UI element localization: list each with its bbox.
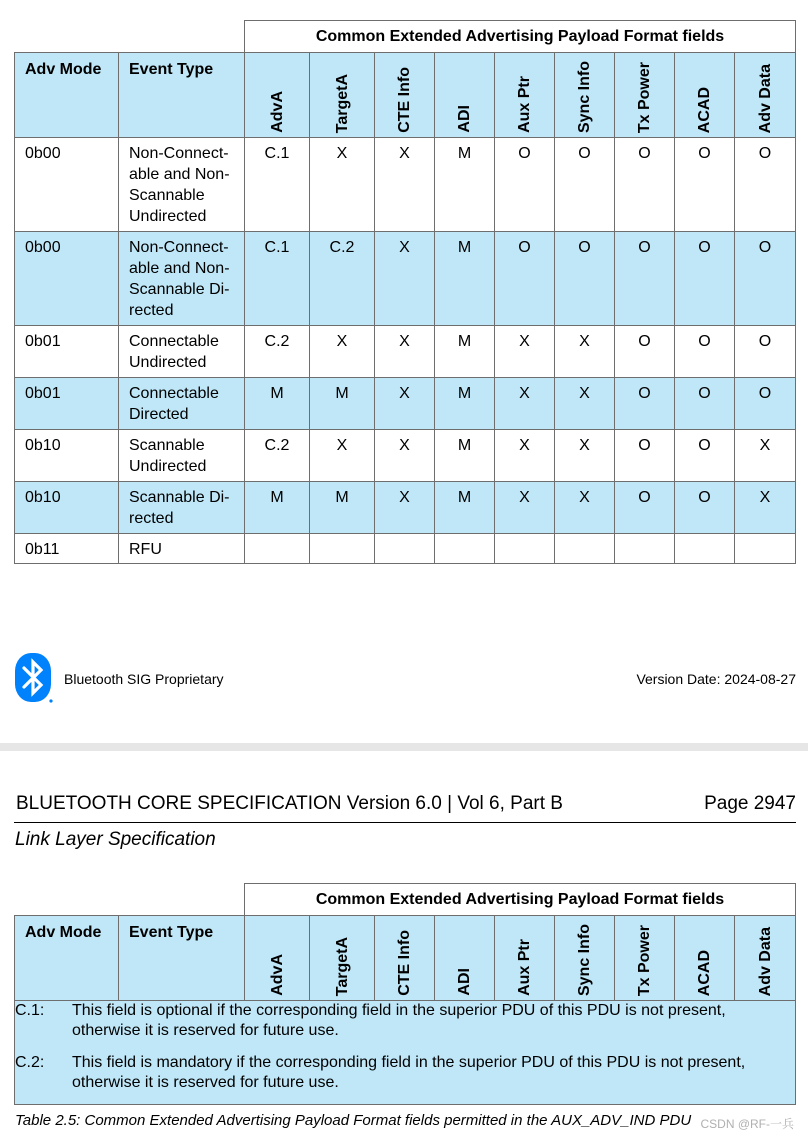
col-header-field: TargetA xyxy=(310,916,375,1001)
note-tag: C.1: xyxy=(15,1002,45,1019)
cell-field-value: O xyxy=(675,378,735,430)
cell-field-value: M xyxy=(435,138,495,232)
page-number: Page 2947 xyxy=(704,793,796,814)
cell-field-value: O xyxy=(615,232,675,326)
cell-field-value: C.2 xyxy=(310,232,375,326)
cell-field-value: M xyxy=(245,482,310,534)
cell-field-value: X xyxy=(375,326,435,378)
cell-field-value: O xyxy=(615,482,675,534)
col-header-field: Sync Info xyxy=(555,53,615,138)
note-c1 xyxy=(15,1001,795,1041)
cell-field-value: O xyxy=(735,138,796,232)
cell-field-value: O xyxy=(615,326,675,378)
table-row xyxy=(15,534,796,564)
cell-field-value: X xyxy=(495,430,555,482)
col-header-field: AdvA xyxy=(245,916,310,1001)
cell-field-value: M xyxy=(310,378,375,430)
col-header-field: CTE Info xyxy=(375,53,435,138)
cell-field-value: M xyxy=(310,482,375,534)
table-row xyxy=(15,430,796,482)
cell-field-value: M xyxy=(435,378,495,430)
page-footer xyxy=(14,652,796,704)
cell-field-value: C.2 xyxy=(245,430,310,482)
note-c2 xyxy=(15,1053,795,1093)
page-subtitle: Link Layer Specification xyxy=(15,829,216,850)
cell-field-value: O xyxy=(555,138,615,232)
spec-title: BLUETOOTH CORE SPECIFICATION Version 6.0 | Vol 6, Part B xyxy=(16,793,563,814)
notes-row xyxy=(15,1001,796,1105)
cell-field-value: O xyxy=(675,430,735,482)
cell-field-value: X xyxy=(375,232,435,326)
note-text: This field is mandatory if the corresponding field in the superior PDU of this PDU is not present, otherwise it is reserved for future use. xyxy=(72,1054,746,1091)
col-header-field: ADI xyxy=(435,916,495,1001)
cell-field-value: M xyxy=(435,430,495,482)
col-header-event-type: Event Type xyxy=(119,53,245,138)
table-caption: Table 2.5: Common Extended Advertising Payload Format fields permitted in the AUX_ADV_IND PDU xyxy=(15,1112,692,1129)
cell-field-value: O xyxy=(735,326,796,378)
col-header-field: ADI xyxy=(435,53,495,138)
col-header-field: Aux Ptr xyxy=(495,53,555,138)
bluetooth-logo-icon xyxy=(14,652,54,704)
cell-field-value: X xyxy=(555,482,615,534)
cell-field-value xyxy=(245,534,310,564)
cell-adv-mode: 0b00 xyxy=(15,138,119,232)
cell-field-value: O xyxy=(675,482,735,534)
cell-field-value: X xyxy=(495,482,555,534)
col-header-field: Aux Ptr xyxy=(495,916,555,1001)
table-row xyxy=(15,482,796,534)
cell-field-value: X xyxy=(555,430,615,482)
table-span-header-row xyxy=(15,884,796,916)
page-divider xyxy=(0,743,808,751)
cell-adv-mode: 0b11 xyxy=(15,534,119,564)
footer-version-date: Version Date: 2024-08-27 xyxy=(636,671,796,687)
cell-event-type: Non-Connect- able and Non- Scannable Di- rected xyxy=(119,232,245,326)
col-header-event-type: Event Type xyxy=(119,916,245,1001)
col-header-field: ACAD xyxy=(675,916,735,1001)
cell-field-value: M xyxy=(435,232,495,326)
cell-field-value: O xyxy=(735,378,796,430)
cell-field-value: O xyxy=(675,138,735,232)
cell-adv-mode: 0b10 xyxy=(15,430,119,482)
cell-field-value: O xyxy=(615,138,675,232)
watermark: CSDN @RF-一兵 xyxy=(700,1117,794,1131)
span-header: Common Extended Advertising Payload Format fields xyxy=(245,21,796,53)
cell-field-value: X xyxy=(375,378,435,430)
cell-field-value: X xyxy=(310,326,375,378)
cell-field-value xyxy=(435,534,495,564)
cell-event-type: Non-Connect- able and Non- Scannable Undirected xyxy=(119,138,245,232)
cell-adv-mode: 0b00 xyxy=(15,232,119,326)
cell-field-value: O xyxy=(735,232,796,326)
cell-field-value: C.1 xyxy=(245,232,310,326)
col-header-field: Tx Power xyxy=(615,53,675,138)
cell-field-value: X xyxy=(735,482,796,534)
cell-field-value: O xyxy=(615,430,675,482)
table-row xyxy=(15,232,796,326)
note-text: This field is optional if the corresponding field in the superior PDU of this PDU is not present, otherwise it is reserved for future use. xyxy=(72,1002,726,1039)
col-header-field: Sync Info xyxy=(555,916,615,1001)
col-header-field: Tx Power xyxy=(615,916,675,1001)
table-row xyxy=(15,138,796,232)
cell-field-value: X xyxy=(375,482,435,534)
table-row xyxy=(15,378,796,430)
cell-field-value: X xyxy=(555,378,615,430)
col-header-field: AdvA xyxy=(245,53,310,138)
page-header xyxy=(14,790,796,823)
cell-event-type: Scannable Di- rected xyxy=(119,482,245,534)
cell-field-value: O xyxy=(495,138,555,232)
cell-field-value: X xyxy=(495,326,555,378)
cell-field-value xyxy=(615,534,675,564)
cell-field-value xyxy=(310,534,375,564)
cell-field-value xyxy=(495,534,555,564)
payload-fields-table xyxy=(14,20,796,564)
col-header-field: TargetA xyxy=(310,53,375,138)
col-header-field: CTE Info xyxy=(375,916,435,1001)
cell-field-value: X xyxy=(375,138,435,232)
col-header-field: Adv Data xyxy=(735,916,796,1001)
cell-field-value: X xyxy=(555,326,615,378)
table-span-header-row xyxy=(15,21,796,53)
cell-field-value: O xyxy=(615,378,675,430)
col-header-adv-mode: Adv Mode xyxy=(15,53,119,138)
cell-field-value: C.1 xyxy=(245,138,310,232)
cell-event-type: Scannable Undirected xyxy=(119,430,245,482)
cell-adv-mode: 0b10 xyxy=(15,482,119,534)
cell-field-value: O xyxy=(495,232,555,326)
notes-cell xyxy=(15,1001,796,1105)
cell-field-value: M xyxy=(245,378,310,430)
cell-adv-mode: 0b01 xyxy=(15,326,119,378)
cell-event-type: RFU xyxy=(119,534,245,564)
cell-field-value: X xyxy=(375,430,435,482)
cell-field-value: X xyxy=(735,430,796,482)
cell-event-type: Connectable Undirected xyxy=(119,326,245,378)
footer-proprietary: Bluetooth SIG Proprietary xyxy=(64,671,224,687)
table-header-row xyxy=(15,53,796,138)
span-header: Common Extended Advertising Payload Format fields xyxy=(245,884,796,916)
col-header-adv-mode: Adv Mode xyxy=(15,916,119,1001)
cell-field-value: O xyxy=(675,326,735,378)
cell-field-value xyxy=(375,534,435,564)
cell-event-type: Connectable Directed xyxy=(119,378,245,430)
table-row xyxy=(15,326,796,378)
table-header-row xyxy=(15,916,796,1001)
col-header-field: ACAD xyxy=(675,53,735,138)
payload-fields-table-continued xyxy=(14,883,796,1105)
cell-field-value: O xyxy=(555,232,615,326)
cell-field-value: X xyxy=(310,430,375,482)
table-body xyxy=(15,138,796,564)
cell-field-value: X xyxy=(495,378,555,430)
cell-field-value: O xyxy=(675,232,735,326)
cell-field-value: X xyxy=(310,138,375,232)
cell-field-value: M xyxy=(435,482,495,534)
cell-adv-mode: 0b01 xyxy=(15,378,119,430)
note-tag: C.2: xyxy=(15,1054,45,1071)
cell-field-value xyxy=(735,534,796,564)
cell-field-value: C.2 xyxy=(245,326,310,378)
cell-field-value xyxy=(555,534,615,564)
col-header-field: Adv Data xyxy=(735,53,796,138)
cell-field-value xyxy=(675,534,735,564)
cell-field-value: M xyxy=(435,326,495,378)
